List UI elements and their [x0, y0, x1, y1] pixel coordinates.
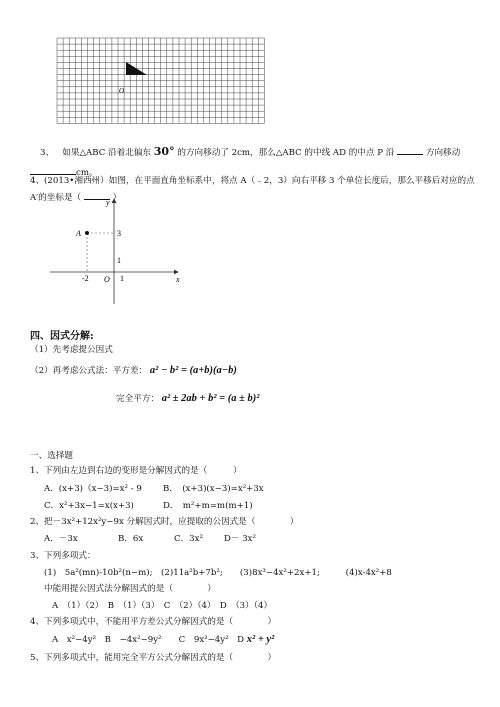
q1-option-b[interactable]: B． (x+3)(x−3)=x²+3x	[163, 484, 264, 494]
q3-substem: 中能用提公因式法分解因式的是（ ）	[44, 584, 216, 594]
q3-angle: 30°	[153, 145, 175, 158]
q2-option-c[interactable]: C．3x²	[174, 534, 203, 544]
q3-options[interactable]: A （1）（2） B （1）（3） C （2）（4） D （3）（4）	[52, 601, 273, 611]
point-a	[85, 231, 89, 235]
q5-stem: 5、下列多项式中，能用完全平方公式分解因式的是（ ）	[30, 653, 277, 663]
q4-option-d[interactable]: x² + y²	[246, 634, 275, 645]
q3-text-a: 如果△ABC 沿着北偏东	[62, 148, 152, 158]
q3-text-b: 的方向移动了 2cm，那么△ABC 的中线 AD 的中点 P 沿	[177, 148, 395, 158]
q1-stem: 1、下列由左边到右边的变形是分解因式的是（ ）	[30, 466, 242, 476]
q2-option-d[interactable]: D－ 3x²	[224, 534, 256, 544]
y-axis-label: y	[106, 198, 110, 207]
q1-option-a[interactable]: A．(x+3)（x−3)=x² - 9	[44, 484, 142, 494]
q2-option-b[interactable]: B．6x	[118, 534, 144, 544]
grid-figure	[0, 0, 500, 130]
q1-option-c[interactable]: C．x²+3x−1=x(x+3)	[44, 501, 134, 511]
y-tick-1: 1	[117, 256, 121, 265]
section4-step2: （2）再考虑公式法：平方差：	[30, 366, 148, 376]
q2-option-a[interactable]: A．－3x	[44, 534, 78, 544]
section4-perfect-row	[116, 393, 259, 405]
q3-items: (1) 5a²(mn)-10b²(n−m); (2)11a²b+7b²; (3)8x³−4x²+2x+1; (4)x-4x²+8	[44, 568, 392, 578]
q4-line1: 4、(2013•湘西州）如图，在平面直角坐标系中，将点 A（﹣2，3）向右平移 3 个单位长度后，那么平移后对应的点	[30, 176, 475, 186]
coordinate-figure	[40, 196, 200, 311]
q3-text-c: 方向移动	[425, 148, 461, 158]
q4-text: A′的坐标是（	[30, 193, 82, 203]
perfect-square-formula: a² ± 2ab + b² = (a ± b)²	[161, 393, 260, 404]
origin-label: O	[104, 275, 110, 284]
q4-stem: 4、下列多项式中，不能用平方差公式分解因式的是（ ）	[30, 617, 277, 627]
choice-header: 一、选择题	[30, 451, 73, 461]
q2-stem: 2、把－3x²+12x²y−9x 分解因式时，应提取的公因式是（ ）	[30, 517, 299, 527]
q4-text-end: ）	[112, 193, 122, 203]
y-tick-3: 3	[117, 229, 121, 238]
q3-unit: cm。	[76, 168, 98, 178]
x-axis-label: x	[176, 275, 180, 284]
difference-of-squares-formula: a² − b² = (a+b)(a−b)	[149, 365, 237, 376]
q3-answer-blank-2[interactable]	[30, 165, 76, 175]
q1-option-d[interactable]: D． m²+m=m(m+1)	[163, 501, 253, 511]
x-tick-1: 1	[120, 274, 124, 283]
q3-number: 3、	[40, 148, 55, 158]
perfect-square-label: 完全平方：	[116, 394, 159, 404]
q4-options-row	[52, 634, 274, 646]
grid-origin-label: O	[119, 87, 125, 95]
q4-options[interactable]: A x²−4y² B −4x²−9y² C 9x²−4y² D	[52, 635, 245, 645]
q3-line1	[40, 145, 460, 159]
x-tick-minus-2: -2	[82, 274, 89, 283]
q3-answer-blank[interactable]	[397, 145, 423, 155]
point-a-label: A	[76, 229, 81, 238]
section4-title: 四、因式分解:	[30, 331, 94, 342]
section4-step1: （1）先考虑提公因式	[30, 345, 113, 355]
section4-step2-row	[30, 365, 237, 377]
q3-stem: 3、下列多项式：	[30, 551, 96, 561]
